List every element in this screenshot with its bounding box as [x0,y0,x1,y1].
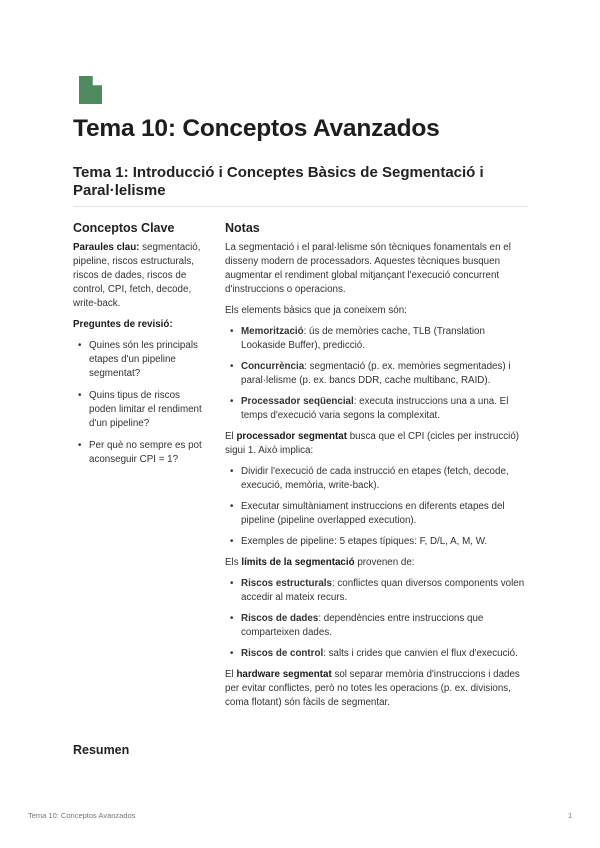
list-item: • Concurrència: segmentació (p. ex. memòries segmentades) i paral·lelisme (p. ex. bancs DDR, cache multibanc, RAID). [241,360,530,388]
document-icon [79,76,102,104]
list-item: • Riscos de dades: dependències entre instruccions que comparteixen dades. [241,612,530,640]
hardware-paragraph: El hardware segmentat sol separar memòria d'instruccions i dades per evitar conflictes, però no totes les operacions (p. ex. divisions, coma flotant) són fàcils de segmentar. [225,669,520,708]
keywords-label: Paraules clau: [73,242,140,253]
list-item: • Quins tipus de riscos poden limitar el rendiment d'un pipeline? [89,389,209,431]
list-item: • Dividir l'execució de cada instrucció en etapes (fetch, decode, execució, memòria, write-back). [241,465,530,493]
page-subtitle: Tema 1: Introducció i Conceptes Bàsics de Segmentació i Paral·lelisme [73,164,484,199]
limits-paragraph: Els límits de la segmentació provenen de: [225,557,415,568]
segmented-processor-paragraph: El processador segmentat busca que el CPI (cicles per instrucció) sigui 1. Això implica: [225,431,520,456]
intro-paragraph: La segmentació i el paral·lelisme són tècniques fonamentals en el disseny modern de processadors. Aquestes tècniques busquen augmentar el rendiment global mitjançant l'execució concurrent d'instruccions o operacions. [225,242,511,295]
key-concepts-heading: Conceptos Clave [73,221,175,235]
list-item: • Memorització: ús de memòries cache, TLB (Translation Lookaside Buffer), predicció. [241,325,530,353]
review-questions-label: Preguntes de revisió: [73,319,173,330]
list-item: • Quines són les principals etapes d'un pipeline segmentat? [89,339,209,381]
basics-list [225,325,530,423]
list-item: • Processador seqüencial: executa instruccions una a una. El temps d'execució varia segons la complexitat. [241,395,530,423]
list-item: • Riscos estructurals: conflictes quan diversos components volen accedir al mateix recurs. [241,577,530,605]
basics-intro: Els elements bàsics que ja coneixem són: [225,305,407,316]
key-concepts-column [73,221,209,475]
page-title: Tema 10: Conceptos Avanzados [73,115,440,142]
divider [73,206,528,207]
footer-title: Tema 10: Conceptos Avanzados [28,811,136,820]
page-number: 1 [568,811,573,820]
keywords-paragraph [73,241,209,311]
keywords-text: segmentació, pipeline, riscos estructurals, riscos de dades, riscos de control, CPI, fetch, decode, write-back. [73,242,201,309]
limits-list [225,577,530,661]
segmented-list [225,465,530,549]
list-item: • Riscos de control: salts i crides que canvien el flux d'execució. [241,647,530,661]
list-item: • Executar simultàniament instruccions en diferents etapes del pipeline (pipeline overlapped execution). [241,500,530,528]
review-questions-list [73,339,209,467]
summary-heading: Resumen [73,743,130,757]
list-item: • Per què no sempre es pot aconseguir CPI = 1? [89,439,209,467]
list-item: • Exemples de pipeline: 5 etapes típiques: F, D/L, A, M, W. [241,535,530,549]
notes-heading: Notas [225,221,260,235]
notes-column [225,221,530,717]
